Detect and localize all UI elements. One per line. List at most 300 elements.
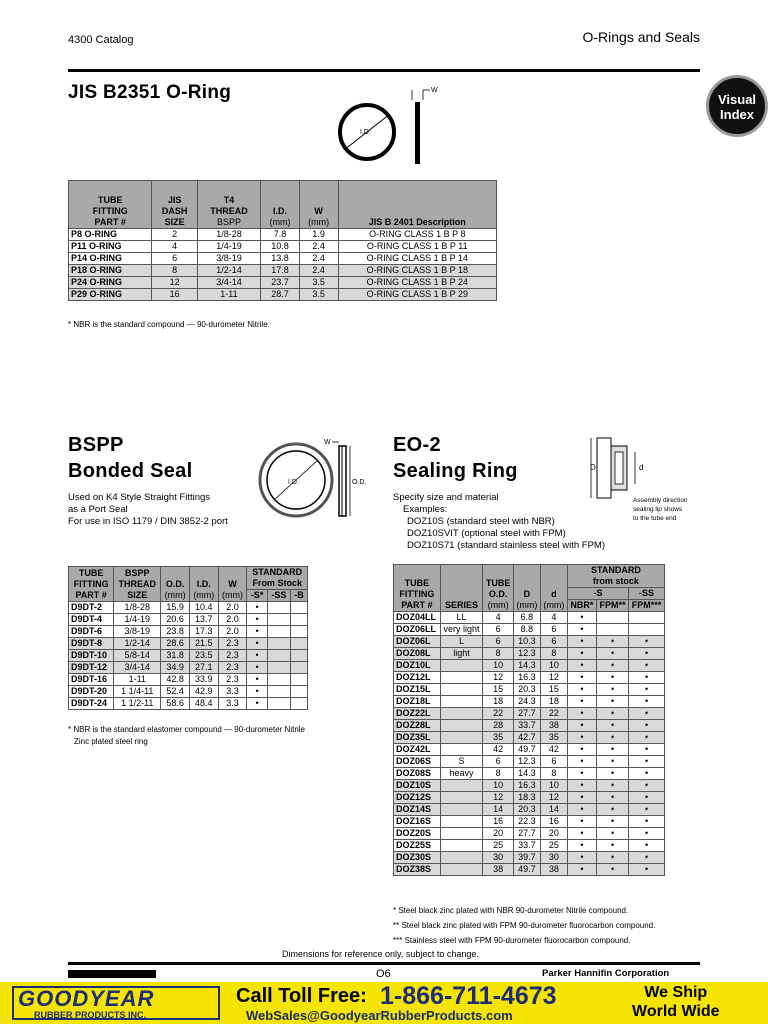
table-cell: 14 (483, 804, 514, 816)
eo2-table (393, 564, 665, 876)
table-cell: 14.3 (513, 660, 540, 672)
table-cell: 1/4-19 (114, 614, 161, 626)
table-cell: 38 (540, 720, 567, 732)
table-cell: DOZ08L (394, 648, 441, 660)
table-cell: 20.6 (161, 614, 190, 626)
eo2-col-s: -S (567, 588, 628, 600)
eo2-description: Specify size and material Examples: DOZ10S (standard steel with NBR) DOZ10SVIT (optional steel with FPM) DOZ10S71 (standard stainless steel with FPM) (393, 492, 605, 551)
table-cell: • (596, 648, 628, 660)
bottom-rule (68, 962, 700, 965)
table-row (394, 804, 665, 816)
eo2-col-series: SERIES (440, 565, 483, 612)
table-cell (440, 744, 483, 756)
bspp-od-label: O.D. (352, 479, 367, 486)
table-cell: 6 (540, 624, 567, 636)
table-row (394, 828, 665, 840)
table-cell: 30 (483, 852, 514, 864)
table-cell: 17.3 (189, 626, 218, 638)
table-row (394, 792, 665, 804)
table-cell: 8 (483, 768, 514, 780)
table-cell: • (247, 650, 267, 662)
table-cell (291, 650, 308, 662)
page-marker-bar (68, 970, 156, 978)
table-cell: DOZ04LL (394, 612, 441, 624)
table-cell: D9DT-4 (69, 614, 114, 626)
table-cell: 1-11 (114, 674, 161, 686)
table-cell: 8 (540, 648, 567, 660)
table-cell: 10 (483, 780, 514, 792)
table-cell: DOZ12S (394, 792, 441, 804)
table-cell: • (567, 696, 596, 708)
table-row (69, 602, 308, 614)
table-cell: • (596, 828, 628, 840)
table-cell: • (596, 636, 628, 648)
table-cell (267, 638, 290, 650)
table-cell: DOZ15L (394, 684, 441, 696)
table-cell: • (629, 744, 665, 756)
eo2-col-d-big: D (mm) (513, 565, 540, 612)
table-cell (267, 626, 290, 638)
table-cell: 24.3 (513, 696, 540, 708)
table-row (394, 672, 665, 684)
table-cell (596, 624, 628, 636)
jis-w-label: W (431, 87, 438, 94)
table-cell: • (629, 768, 665, 780)
table-cell: • (567, 660, 596, 672)
bspp-notes: * NBR is the standard elastomer compound — 90-durometer Nitrile Zinc plated steel ring (68, 725, 305, 746)
bspp-col-ss: -SS (267, 590, 290, 602)
table-cell: D9DT-10 (69, 650, 114, 662)
table-cell: 23.7 (261, 277, 300, 289)
table-cell: 31.8 (161, 650, 190, 662)
table-cell: D9DT-24 (69, 698, 114, 710)
table-cell: 1/8-28 (197, 229, 260, 241)
table-cell: P29 O-RING (69, 289, 152, 301)
eo2-caption-1: Assembly direction (633, 497, 688, 504)
table-cell: 28.7 (261, 289, 300, 301)
table-cell: 38 (540, 864, 567, 876)
table-cell: 42.9 (189, 686, 218, 698)
table-cell: • (596, 864, 628, 876)
table-cell: 6 (540, 636, 567, 648)
table-cell: • (567, 864, 596, 876)
eo2-notes: * Steel black zinc plated with NBR 90-durometer Nitrile compound. ** Steel black zinc plated with FPM 90-durometer fluorocarbon compound. *** Stainless steel with FPM 90-durometer fluorocarbon compound. (393, 906, 656, 945)
table-cell: • (629, 864, 665, 876)
table-cell: • (596, 660, 628, 672)
table-cell: • (567, 708, 596, 720)
table-cell (267, 674, 290, 686)
table-row (394, 660, 665, 672)
table-cell: 4 (152, 241, 197, 253)
table-cell: 8 (152, 265, 197, 277)
table-cell: 10.4 (189, 602, 218, 614)
table-cell: 27.7 (513, 828, 540, 840)
table-row (69, 241, 497, 253)
table-cell: • (247, 698, 267, 710)
table-cell: • (629, 804, 665, 816)
table-cell: LL (440, 612, 483, 624)
table-cell: 18 (540, 696, 567, 708)
table-cell: • (567, 672, 596, 684)
table-cell: 42.7 (513, 732, 540, 744)
table-cell: O-RING CLASS 1 B P 11 (338, 241, 496, 253)
table-row (69, 614, 308, 626)
table-cell: 23.5 (189, 650, 218, 662)
table-cell (267, 662, 290, 674)
table-cell: • (567, 684, 596, 696)
table-cell: D9DT-8 (69, 638, 114, 650)
table-row (394, 816, 665, 828)
table-cell: D9DT-16 (69, 674, 114, 686)
goodyear-logo-subtext: RUBBER PRODUCTS INC. (34, 1010, 147, 1020)
table-cell: • (596, 756, 628, 768)
call-toll-free-label: Call Toll Free: (236, 985, 367, 1007)
table-cell: 16.3 (513, 672, 540, 684)
table-cell (629, 624, 665, 636)
table-cell: 35 (540, 732, 567, 744)
table-cell (267, 602, 290, 614)
table-cell (440, 720, 483, 732)
table-cell: 3.3 (218, 686, 247, 698)
eo2-col-part: TUBE FITTING PART # (394, 565, 441, 612)
table-cell: 33.7 (513, 720, 540, 732)
table-cell: 15 (540, 684, 567, 696)
table-cell: 22.3 (513, 816, 540, 828)
table-row (394, 648, 665, 660)
table-cell: 22 (540, 708, 567, 720)
table-cell: • (596, 840, 628, 852)
table-cell: • (247, 674, 267, 686)
table-cell: 7.8 (261, 229, 300, 241)
table-cell: 12.3 (513, 756, 540, 768)
table-cell: 6 (483, 756, 514, 768)
table-row (394, 720, 665, 732)
table-cell: O-RING CLASS 1 B P 8 (338, 229, 496, 241)
eo2-col-ss: -SS (629, 588, 665, 600)
table-cell: • (567, 804, 596, 816)
table-cell: 2.4 (299, 241, 338, 253)
table-cell: 12 (483, 672, 514, 684)
bspp-col-b: -B (291, 590, 308, 602)
jis-col-id: I.D. (mm) (261, 181, 300, 229)
jis-oring-diagram (330, 82, 450, 172)
table-cell: • (596, 852, 628, 864)
table-cell: • (596, 804, 628, 816)
table-cell: O-RING CLASS 1 B P 29 (338, 289, 496, 301)
table-row (69, 289, 497, 301)
table-cell: DOZ20S (394, 828, 441, 840)
table-cell (267, 686, 290, 698)
table-cell: 20 (483, 828, 514, 840)
table-cell: 2.0 (218, 614, 247, 626)
table-row (69, 265, 497, 277)
table-cell (291, 602, 308, 614)
bspp-col-thread: BSPP THREAD SIZE (114, 567, 161, 602)
table-cell (440, 660, 483, 672)
table-cell (291, 674, 308, 686)
table-row (69, 638, 308, 650)
table-cell: P18 O-RING (69, 265, 152, 277)
table-cell: • (629, 840, 665, 852)
bspp-col-part: TUBE FITTING PART # (69, 567, 114, 602)
table-cell (440, 816, 483, 828)
eo2-caption-2: sealing lip shows (633, 506, 683, 513)
table-cell: • (629, 660, 665, 672)
table-cell: DOZ10S (394, 780, 441, 792)
table-cell: DOZ18L (394, 696, 441, 708)
bspp-seal-diagram (254, 432, 370, 522)
table-cell: • (567, 840, 596, 852)
jis-col-desc: JIS B 2401 Description (338, 181, 496, 229)
table-cell: 1 1/4-11 (114, 686, 161, 698)
table-cell: P11 O-RING (69, 241, 152, 253)
table-cell: DOZ35L (394, 732, 441, 744)
table-row (394, 768, 665, 780)
table-cell: 35 (483, 732, 514, 744)
we-ship-worldwide: We Ship World Wide (632, 984, 720, 1020)
table-row (394, 732, 665, 744)
table-cell: 23.8 (161, 626, 190, 638)
table-cell (440, 864, 483, 876)
table-cell: 20.3 (513, 684, 540, 696)
eo2-col-standard: STANDARD from stock (567, 565, 664, 588)
table-cell: DOZ10L (394, 660, 441, 672)
table-cell: 5/8-14 (114, 650, 161, 662)
table-cell: • (567, 768, 596, 780)
table-cell: • (567, 852, 596, 864)
table-cell: 49.7 (513, 864, 540, 876)
table-cell: 14.3 (513, 768, 540, 780)
table-cell (440, 840, 483, 852)
table-cell: • (247, 686, 267, 698)
table-cell: 15 (483, 684, 514, 696)
table-cell: 12 (540, 672, 567, 684)
table-cell: • (567, 792, 596, 804)
table-cell: 33.9 (189, 674, 218, 686)
table-cell (267, 614, 290, 626)
table-cell: • (567, 828, 596, 840)
table-cell: 34.9 (161, 662, 190, 674)
table-cell: D9DT-12 (69, 662, 114, 674)
table-cell: 1 1/2-11 (114, 698, 161, 710)
eo2-col-fpm3: FPM*** (629, 600, 665, 612)
table-cell: • (596, 696, 628, 708)
table-cell: O-RING CLASS 1 B P 14 (338, 253, 496, 265)
jis-table (68, 180, 497, 301)
table-cell: DOZ12L (394, 672, 441, 684)
table-cell: • (629, 792, 665, 804)
table-cell (291, 638, 308, 650)
bspp-table (68, 566, 308, 710)
table-cell: 10 (540, 780, 567, 792)
phone-number-link[interactable]: 1-866-711-4673 (380, 982, 557, 1010)
table-cell: 3/8-19 (114, 626, 161, 638)
websales-email-link[interactable]: WebSales@GoodyearRubberProducts.com (246, 1008, 513, 1023)
table-cell: • (629, 756, 665, 768)
table-cell: • (629, 648, 665, 660)
bspp-col-standard: STANDARD From Stock (247, 567, 308, 590)
table-cell: 27.1 (189, 662, 218, 674)
table-cell (291, 662, 308, 674)
eo2-col-fpm: FPM** (596, 600, 628, 612)
table-row (394, 780, 665, 792)
table-cell: 15.9 (161, 602, 190, 614)
bspp-w-label: W (324, 439, 331, 446)
table-row (394, 756, 665, 768)
table-cell: • (596, 672, 628, 684)
table-cell: 16 (483, 816, 514, 828)
table-cell: DOZ14S (394, 804, 441, 816)
visual-index-line1: Visual (717, 92, 757, 107)
jis-col-part: TUBE FITTING PART # (69, 181, 152, 229)
table-cell: 13.8 (261, 253, 300, 265)
table-cell: very light (440, 624, 483, 636)
table-cell: 2.3 (218, 662, 247, 674)
table-cell: DOZ08S (394, 768, 441, 780)
table-cell: 2.4 (299, 253, 338, 265)
table-cell: • (629, 636, 665, 648)
table-cell: • (629, 828, 665, 840)
table-cell: • (247, 662, 267, 674)
table-cell: • (629, 720, 665, 732)
table-cell: • (567, 612, 596, 624)
jis-col-w: W (mm) (299, 181, 338, 229)
table-cell: 10.8 (261, 241, 300, 253)
table-cell: • (629, 780, 665, 792)
table-cell: 13.7 (189, 614, 218, 626)
table-cell: 1.9 (299, 229, 338, 241)
table-row (69, 626, 308, 638)
table-row (69, 686, 308, 698)
eo2-caption-3: to the tube end (633, 515, 677, 522)
table-cell (291, 626, 308, 638)
table-cell: 25 (483, 840, 514, 852)
table-cell: 39.7 (513, 852, 540, 864)
table-cell: S (440, 756, 483, 768)
table-row (394, 612, 665, 624)
table-cell: 16 (152, 289, 197, 301)
table-cell: • (596, 684, 628, 696)
bspp-title: BSPP Bonded Seal (68, 434, 193, 482)
table-cell (440, 708, 483, 720)
table-cell: DOZ38S (394, 864, 441, 876)
dimensions-note: Dimensions for reference only, subject to change. (282, 949, 479, 959)
table-cell: 18.3 (513, 792, 540, 804)
table-cell: 3/8-19 (197, 253, 260, 265)
table-cell: 42 (540, 744, 567, 756)
table-cell: 10 (483, 660, 514, 672)
table-cell: • (629, 672, 665, 684)
table-cell: DOZ28L (394, 720, 441, 732)
table-cell: DOZ30S (394, 852, 441, 864)
table-cell: DOZ22L (394, 708, 441, 720)
table-cell (440, 780, 483, 792)
visual-index-button[interactable] (706, 75, 768, 137)
table-cell: 3.5 (299, 277, 338, 289)
table-row (69, 662, 308, 674)
table-cell: • (629, 696, 665, 708)
table-cell: 2.4 (299, 265, 338, 277)
table-cell (440, 732, 483, 744)
table-row (69, 674, 308, 686)
bspp-id-label: I.D. (288, 479, 299, 486)
table-cell: 27.7 (513, 708, 540, 720)
table-cell: 6 (483, 636, 514, 648)
table-cell (440, 804, 483, 816)
table-cell (440, 828, 483, 840)
table-row (394, 636, 665, 648)
bspp-col-s: -S* (247, 590, 267, 602)
table-cell: 12.3 (513, 648, 540, 660)
table-cell (291, 698, 308, 710)
table-cell: P24 O-RING (69, 277, 152, 289)
table-cell: • (567, 732, 596, 744)
table-cell: 28.6 (161, 638, 190, 650)
table-cell: 48.4 (189, 698, 218, 710)
table-cell: 3.5 (299, 289, 338, 301)
table-cell (440, 792, 483, 804)
table-cell (291, 686, 308, 698)
eo2-col-tube-od: TUBE O.D. (mm) (483, 565, 514, 612)
table-cell: • (629, 708, 665, 720)
table-cell: 33.7 (513, 840, 540, 852)
table-cell: • (596, 732, 628, 744)
bspp-col-id: I.D. (mm) (189, 567, 218, 602)
table-cell: DOZ25S (394, 840, 441, 852)
table-cell: D9DT-20 (69, 686, 114, 698)
table-cell: DOZ06L (394, 636, 441, 648)
table-cell: 8 (540, 768, 567, 780)
table-row (394, 840, 665, 852)
table-cell (440, 696, 483, 708)
table-cell: 14 (540, 804, 567, 816)
table-cell: • (567, 624, 596, 636)
table-row (394, 696, 665, 708)
table-cell: • (247, 602, 267, 614)
section-title: O-Rings and Seals (582, 29, 700, 45)
table-cell: • (247, 614, 267, 626)
table-cell: • (567, 648, 596, 660)
eo2-col-nbr: NBR* (567, 600, 596, 612)
table-cell: D9DT-2 (69, 602, 114, 614)
table-cell: • (567, 780, 596, 792)
table-cell: 20 (540, 828, 567, 840)
table-cell: 20.3 (513, 804, 540, 816)
table-cell: 6.8 (513, 612, 540, 624)
table-cell (596, 612, 628, 624)
table-cell: • (596, 708, 628, 720)
table-cell: • (629, 852, 665, 864)
table-cell: light (440, 648, 483, 660)
table-cell: 6 (152, 253, 197, 265)
table-cell: DOZ06S (394, 756, 441, 768)
table-cell: P14 O-RING (69, 253, 152, 265)
table-cell: 6 (483, 624, 514, 636)
table-cell: • (247, 626, 267, 638)
table-cell: • (247, 638, 267, 650)
table-cell: 16.3 (513, 780, 540, 792)
table-row (69, 229, 497, 241)
table-cell: P8 O-RING (69, 229, 152, 241)
table-cell: heavy (440, 768, 483, 780)
table-cell: 3.3 (218, 698, 247, 710)
table-cell: • (567, 636, 596, 648)
table-cell: • (596, 792, 628, 804)
jis-id-label: I.D. (360, 129, 371, 136)
company-name: Parker Hannifin Corporation (542, 968, 670, 979)
table-cell: 8 (483, 648, 514, 660)
eo2-col-d-small: d (mm) (540, 565, 567, 612)
